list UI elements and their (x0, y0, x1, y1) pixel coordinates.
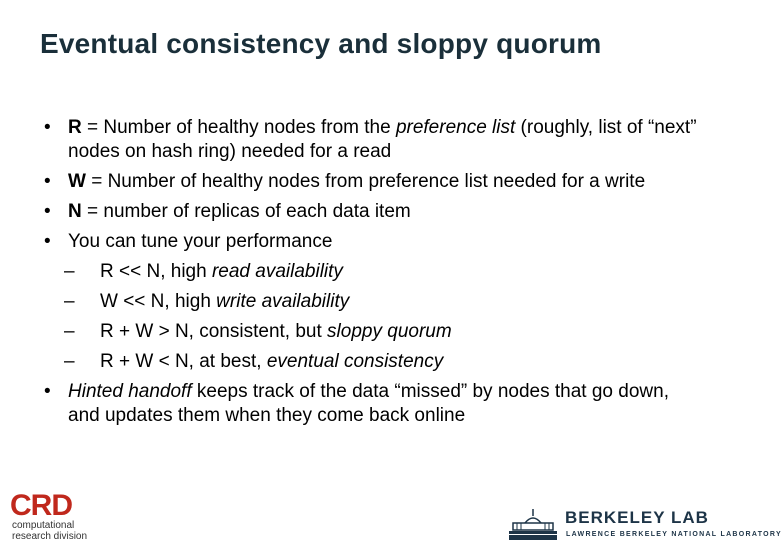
sub-bullet-3 (64, 320, 704, 344)
bullet-tune (44, 230, 704, 254)
bullet-n-key: N (68, 201, 82, 222)
sub-bullet-italic: write availability (216, 291, 350, 312)
bullet-n (44, 200, 704, 224)
bullet-r-key: R (68, 117, 82, 138)
bullet-w-key: W (68, 171, 86, 192)
bullet-dot-icon: • (44, 381, 51, 402)
bullet-dot-icon: • (44, 201, 51, 222)
bullet-w (44, 170, 704, 194)
bullet-w-text: = Number of healthy nodes from preference list needed for a write (85, 171, 646, 192)
dash-icon: – (64, 351, 75, 372)
bullet-dot-icon: • (44, 171, 51, 192)
dash-icon: – (64, 261, 75, 282)
berkeley-lab-emblem-icon (505, 505, 561, 546)
sub-bullet-text: W << N, high (100, 291, 217, 312)
bullet-r-italic: preference list (395, 117, 516, 138)
berkeley-lab-name: BERKELEY LAB (565, 508, 709, 527)
berkeley-lab-subtitle: LAWRENCE BERKELEY NATIONAL LABORATORY (566, 531, 782, 538)
crd-line1: computational (12, 520, 75, 531)
bullet-tune-text: You can tune your performance (68, 231, 333, 252)
sub-bullet-italic: read availability (211, 261, 343, 282)
sub-bullet-text: R + W < N, at best, (100, 351, 267, 372)
crd-line2: research division (12, 531, 88, 542)
sub-bullet-2 (64, 290, 704, 314)
bullet-r-text2: (roughly, list of “next” nodes on hash ring) needed for a read (68, 117, 697, 162)
crd-subtitle (12, 520, 87, 542)
dash-icon: – (64, 321, 75, 342)
bullet-list (44, 116, 704, 434)
bullet-dot-icon: • (44, 231, 51, 252)
slide-title: Eventual consistency and sloppy quorum (40, 28, 602, 59)
sub-bullet-1 (64, 260, 704, 284)
bullet-dot-icon: • (44, 117, 51, 138)
bullet-hinted-text: keeps track of the data “missed” by nodes that go down, and updates them when they come back online (68, 381, 669, 426)
bullet-hinted (44, 380, 704, 428)
sub-bullet-4 (64, 350, 704, 374)
bullet-hinted-italic: Hinted handoff (68, 381, 192, 402)
bullet-r (44, 116, 704, 164)
sub-bullet-text: R + W > N, consistent, but (100, 321, 328, 342)
crd-logo: CRD (10, 489, 72, 522)
bullet-n-text: = number of replicas of each data item (81, 201, 411, 222)
bullet-r-text1: = Number of healthy nodes from the (81, 117, 396, 138)
sub-bullet-text: R << N, high (100, 261, 212, 282)
sub-bullet-italic: sloppy quorum (327, 321, 452, 342)
sub-bullet-italic: eventual consistency (266, 351, 444, 372)
dash-icon: – (64, 291, 75, 312)
